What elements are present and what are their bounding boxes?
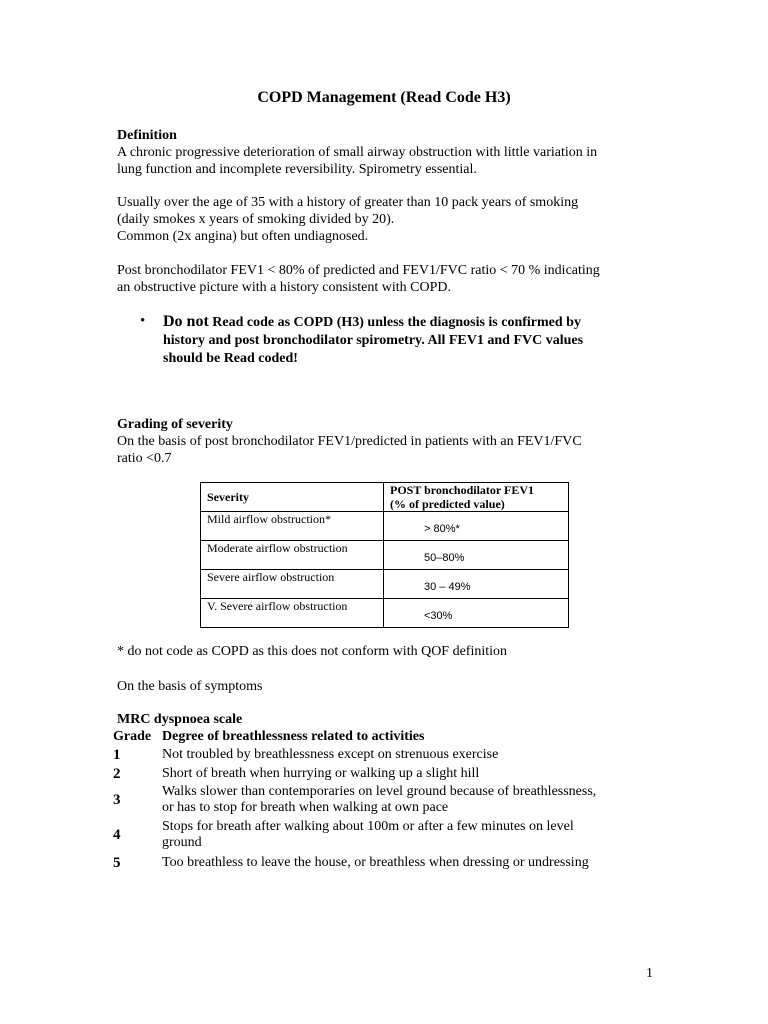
table-row [201,599,569,628]
definition-line-1: A chronic progressive deterioration of small airway obstruction with little variation in [117,145,598,160]
mrc-row [113,766,673,784]
bullet-icon: • [140,313,146,329]
mrc-desc-line-2: or has to stop for breath when walking at own pace [162,800,449,815]
value-cell [384,512,569,541]
severity-cell: Severe airflow obstruction [201,570,384,599]
mrc-grade: 5 [113,855,121,871]
value-cell [384,570,569,599]
mrc-desc-line-1: Not troubled by breathlessness except on strenuous exercise [162,747,499,762]
mrc-desc-line-2: ground [162,835,202,850]
mrc-desc-line-1: Stops for breath after walking about 100m or after a few minutes on level [162,819,574,834]
value-text: 30 – 49% [424,581,471,593]
mrc-row [113,819,673,853]
severity-cell: Moderate airflow obstruction [201,541,384,570]
mrc-grade: 2 [113,766,121,782]
table-row [201,570,569,599]
header-fev1 [384,483,569,512]
table-row [201,541,569,570]
table-header-row [201,483,569,512]
bullet-lead: Do not [163,313,209,330]
criteria-line-2: an obstructive picture with a history consistent with COPD. [117,280,452,295]
grading-heading: Grading of severity [117,417,233,432]
mrc-col-desc: Degree of breathlessness related to activities [162,729,425,744]
bullet-line-3: should be Read coded! [163,351,298,366]
bullet-line-2: history and post bronchodilator spirometry. All FEV1 and FVC values [163,333,584,348]
severity-cell: V. Severe airflow obstruction [201,599,384,628]
age-line-1: Usually over the age of 35 with a history of greater than 10 pack years of smoking [117,195,579,210]
mrc-grade: 3 [113,792,121,808]
mrc-col-grade: Grade [113,729,152,744]
page-number: 1 [646,966,653,981]
mrc-desc [162,819,662,851]
value-text: 50–80% [424,552,465,564]
bullet-warning [163,313,643,368]
criteria-line-1: Post bronchodilator FEV1 < 80% of predicted and FEV1/FVC ratio < 70 % indicating [117,263,600,278]
value-text: <30% [424,610,453,622]
grading-line-1: On the basis of post bronchodilator FEV1/predicted in patients with an FEV1/FVC [117,434,582,449]
grading-line-2: ratio <0.7 [117,451,172,466]
header-fev1-line-2: (% of predicted value) [390,497,505,511]
mrc-desc [162,855,662,871]
header-severity: Severity [201,483,384,512]
mrc-grade: 4 [113,827,121,843]
age-line-2: (daily smokes x years of smoking divided by 20). [117,212,395,227]
severity-cell: Mild airflow obstruction* [201,512,384,541]
mrc-desc-line-1: Too breathless to leave the house, or breathless when dressing or undressing [162,855,589,870]
definition-line-2: lung function and incomplete reversibility. Spirometry essential. [117,162,477,177]
mrc-desc [162,784,662,816]
mrc-heading: MRC dyspnoea scale [117,712,243,727]
symptoms-intro: On the basis of symptoms [117,679,263,694]
mrc-desc [162,766,662,782]
mrc-desc-line-1: Short of breath when hurrying or walking up a slight hill [162,766,480,781]
severity-table [200,482,569,628]
value-cell [384,541,569,570]
mrc-grade: 1 [113,747,121,763]
mrc-desc [162,747,662,763]
header-fev1-line-1: POST bronchodilator FEV1 [390,483,535,497]
mrc-row [113,747,673,765]
definition-heading: Definition [117,128,177,143]
footnote: * do not code as COPD as this does not conform with QOF definition [117,644,508,659]
table-row [201,512,569,541]
mrc-desc-line-1: Walks slower than contemporaries on level ground because of breathlessness, [162,784,597,799]
page-title: COPD Management (Read Code H3) [257,89,511,106]
mrc-header-row [113,728,673,745]
mrc-row [113,855,673,873]
value-text: > 80%* [424,523,460,535]
mrc-row [113,784,673,818]
bullet-line-1: Read code as COPD (H3) unless the diagnosis is confirmed by [208,315,581,330]
age-line-3: Common (2x angina) but often undiagnosed. [117,229,369,244]
value-cell [384,599,569,628]
